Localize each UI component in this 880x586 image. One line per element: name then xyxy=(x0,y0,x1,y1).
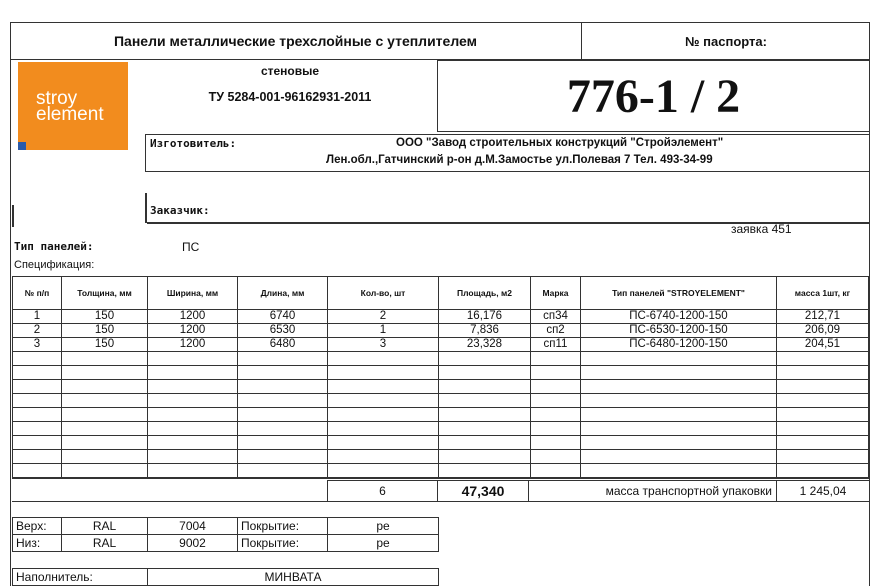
table-cell-empty xyxy=(13,422,62,436)
order-number: заявка 451 xyxy=(731,222,792,236)
table-cell-empty xyxy=(328,422,439,436)
table-cell: 150 xyxy=(62,338,148,352)
table-cell-empty xyxy=(13,436,62,450)
spec-code: ТУ 5284-001-96162931-2011 xyxy=(208,90,372,104)
color-top-system: RAL xyxy=(62,518,148,535)
table-cell: 2 xyxy=(13,324,62,338)
table-cell-empty xyxy=(777,408,869,422)
color-bottom-coating-label: Покрытие: xyxy=(238,535,328,552)
table-cell-empty xyxy=(62,408,148,422)
table-cell-empty xyxy=(238,450,328,464)
col-header: Площадь, м2 xyxy=(439,277,531,310)
table-row-empty xyxy=(13,422,869,436)
table-cell-empty xyxy=(531,422,581,436)
table-cell-empty xyxy=(439,422,531,436)
col-header: масса 1шт, кг xyxy=(777,277,869,310)
customer-divider xyxy=(145,193,147,223)
table-cell-empty xyxy=(62,366,148,380)
table-cell-empty xyxy=(439,366,531,380)
manufacturer-label: Изготовитель: xyxy=(150,137,237,150)
table-cell-empty xyxy=(13,464,62,478)
table-cell-empty xyxy=(777,366,869,380)
table-cell-empty xyxy=(439,394,531,408)
manufacturer-name: ООО "Завод строительных конструкций "Стройэлемент" xyxy=(396,137,724,149)
table-cell: 206,09 xyxy=(777,324,869,338)
col-header: Ширина, мм xyxy=(148,277,238,310)
col-header: Длина, мм xyxy=(238,277,328,310)
table-cell-empty xyxy=(581,394,777,408)
table-cell: 1200 xyxy=(148,324,238,338)
table-row xyxy=(13,324,869,338)
color-top-code: 7004 xyxy=(148,518,238,535)
color-table xyxy=(12,517,439,552)
color-bottom-coating: pe xyxy=(328,535,439,552)
table-cell-empty xyxy=(148,352,238,366)
table-cell-empty xyxy=(148,366,238,380)
spec-table xyxy=(12,276,869,478)
table-cell: 7,836 xyxy=(439,324,531,338)
table-cell-empty xyxy=(148,436,238,450)
table-cell-empty xyxy=(238,464,328,478)
panel-type-value: ПС xyxy=(182,240,200,254)
table-row-empty xyxy=(13,352,869,366)
table-cell-empty xyxy=(581,352,777,366)
logo-text-line2: element xyxy=(36,104,104,125)
table-cell-empty xyxy=(439,436,531,450)
filler-value: МИНВАТА xyxy=(148,569,439,586)
table-cell-empty xyxy=(328,450,439,464)
filler-row xyxy=(13,569,439,586)
table-cell-empty xyxy=(531,464,581,478)
table-cell: сп11 xyxy=(531,338,581,352)
table-cell-empty xyxy=(148,464,238,478)
passport-label: № паспорта: xyxy=(685,33,767,49)
table-cell-empty xyxy=(238,408,328,422)
table-cell: 1 xyxy=(328,324,439,338)
table-row-empty xyxy=(13,450,869,464)
table-cell-empty xyxy=(328,436,439,450)
table-cell-empty xyxy=(777,352,869,366)
table-cell: сп2 xyxy=(531,324,581,338)
table-cell-empty xyxy=(62,464,148,478)
table-cell: ПС-6740-1200-150 xyxy=(581,310,777,324)
manufacturer-box xyxy=(145,134,870,172)
total-area: 47,340 xyxy=(437,480,529,502)
table-cell-empty xyxy=(13,394,62,408)
table-cell-empty xyxy=(328,464,439,478)
col-header: № п/п xyxy=(13,277,62,310)
table-cell-empty xyxy=(328,394,439,408)
table-row xyxy=(13,310,869,324)
table-cell-empty xyxy=(531,366,581,380)
table-cell: 16,176 xyxy=(439,310,531,324)
document-title: Панели металлические трехслойные с утеплителем xyxy=(10,22,582,60)
left-divider xyxy=(12,205,14,227)
table-cell-empty xyxy=(238,352,328,366)
table-cell: ПС-6530-1200-150 xyxy=(581,324,777,338)
table-cell-empty xyxy=(238,436,328,450)
table-cell-empty xyxy=(13,450,62,464)
col-header: Толщина, мм xyxy=(62,277,148,310)
spec-label: Спецификация: xyxy=(14,259,95,271)
table-cell-empty xyxy=(777,436,869,450)
table-cell-empty xyxy=(531,408,581,422)
document-subtitle: стеновые xyxy=(260,64,320,78)
table-cell-empty xyxy=(148,450,238,464)
package-mass: 1 245,04 xyxy=(776,480,870,502)
table-cell-empty xyxy=(62,352,148,366)
col-header: Кол-во, шт xyxy=(328,277,439,310)
table-cell: 204,51 xyxy=(777,338,869,352)
table-row-empty xyxy=(13,380,869,394)
table-cell: 3 xyxy=(13,338,62,352)
table-row-empty xyxy=(13,366,869,380)
table-cell-empty xyxy=(439,352,531,366)
table-cell-empty xyxy=(439,450,531,464)
table-cell: 3 xyxy=(328,338,439,352)
table-cell-empty xyxy=(328,352,439,366)
color-top-label: Верх: xyxy=(13,518,62,535)
panel-type-label: Тип панелей: xyxy=(14,240,94,253)
table-row-empty xyxy=(13,436,869,450)
table-row-empty xyxy=(13,464,869,478)
table-cell-empty xyxy=(581,366,777,380)
table-cell-empty xyxy=(328,408,439,422)
table-cell-empty xyxy=(148,408,238,422)
table-cell-empty xyxy=(531,450,581,464)
table-cell-empty xyxy=(148,380,238,394)
table-cell: 6740 xyxy=(238,310,328,324)
table-cell: 1200 xyxy=(148,310,238,324)
table-cell-empty xyxy=(62,436,148,450)
color-bottom-system: RAL xyxy=(62,535,148,552)
table-cell-empty xyxy=(531,352,581,366)
filler-label: Наполнитель: xyxy=(13,569,148,586)
customer-label: Заказчик: xyxy=(150,204,210,217)
table-cell-empty xyxy=(777,464,869,478)
filler-table xyxy=(12,568,439,586)
table-cell-empty xyxy=(777,422,869,436)
table-cell-empty xyxy=(531,394,581,408)
table-cell-empty xyxy=(62,450,148,464)
table-row-empty xyxy=(13,408,869,422)
col-header: Марка xyxy=(531,277,581,310)
color-bottom-code: 9002 xyxy=(148,535,238,552)
total-count: 6 xyxy=(327,480,438,502)
table-cell-empty xyxy=(238,394,328,408)
table-cell-empty xyxy=(439,408,531,422)
table-header-row xyxy=(13,277,869,310)
table-cell-empty xyxy=(62,380,148,394)
table-cell-empty xyxy=(13,380,62,394)
table-cell-empty xyxy=(439,464,531,478)
table-cell: 150 xyxy=(62,310,148,324)
table-cell-empty xyxy=(581,450,777,464)
table-cell: 1 xyxy=(13,310,62,324)
table-cell-empty xyxy=(777,394,869,408)
table-cell: 6530 xyxy=(238,324,328,338)
table-cell: сп34 xyxy=(531,310,581,324)
table-cell-empty xyxy=(581,464,777,478)
table-cell: 2 xyxy=(328,310,439,324)
table-cell-empty xyxy=(777,380,869,394)
color-bottom-label: Низ: xyxy=(13,535,62,552)
table-cell-empty xyxy=(777,450,869,464)
table-cell-empty xyxy=(581,408,777,422)
table-cell-empty xyxy=(531,436,581,450)
table-cell: 6480 xyxy=(238,338,328,352)
color-row-bottom xyxy=(13,535,439,552)
table-cell-empty xyxy=(13,352,62,366)
manufacturer-address: Лен.обл.,Гатчинский р-он д.М.Замостье ул.Полевая 7 Тел. 493-34-99 xyxy=(326,154,713,166)
company-logo xyxy=(18,62,128,150)
table-row-empty xyxy=(13,394,869,408)
table-cell-empty xyxy=(581,422,777,436)
table-cell-empty xyxy=(581,380,777,394)
passport-number: 776-1 / 2 xyxy=(437,60,870,132)
table-cell-empty xyxy=(328,366,439,380)
logo-accent xyxy=(18,142,26,150)
table-cell-empty xyxy=(238,366,328,380)
table-cell-empty xyxy=(531,380,581,394)
color-top-coating-label: Покрытие: xyxy=(238,518,328,535)
table-cell-empty xyxy=(238,422,328,436)
table-cell-empty xyxy=(62,422,148,436)
table-cell-empty xyxy=(13,366,62,380)
table-cell-empty xyxy=(581,436,777,450)
logo-text-line1: stroy xyxy=(36,88,78,109)
table-cell: 23,328 xyxy=(439,338,531,352)
table-cell: 150 xyxy=(62,324,148,338)
table-cell-empty xyxy=(148,394,238,408)
table-cell-empty xyxy=(13,408,62,422)
table-cell-empty xyxy=(62,394,148,408)
table-cell: ПС-6480-1200-150 xyxy=(581,338,777,352)
table-cell: 1200 xyxy=(148,338,238,352)
color-row-top xyxy=(13,518,439,535)
table-cell-empty xyxy=(238,380,328,394)
color-top-coating: pe xyxy=(328,518,439,535)
col-header: Тип панелей "STROYELEMENT" xyxy=(581,277,777,310)
table-cell-empty xyxy=(328,380,439,394)
table-cell-empty xyxy=(439,380,531,394)
package-label: масса транспортной упаковки xyxy=(528,480,777,502)
table-cell: 212,71 xyxy=(777,310,869,324)
table-row xyxy=(13,338,869,352)
table-cell-empty xyxy=(148,422,238,436)
